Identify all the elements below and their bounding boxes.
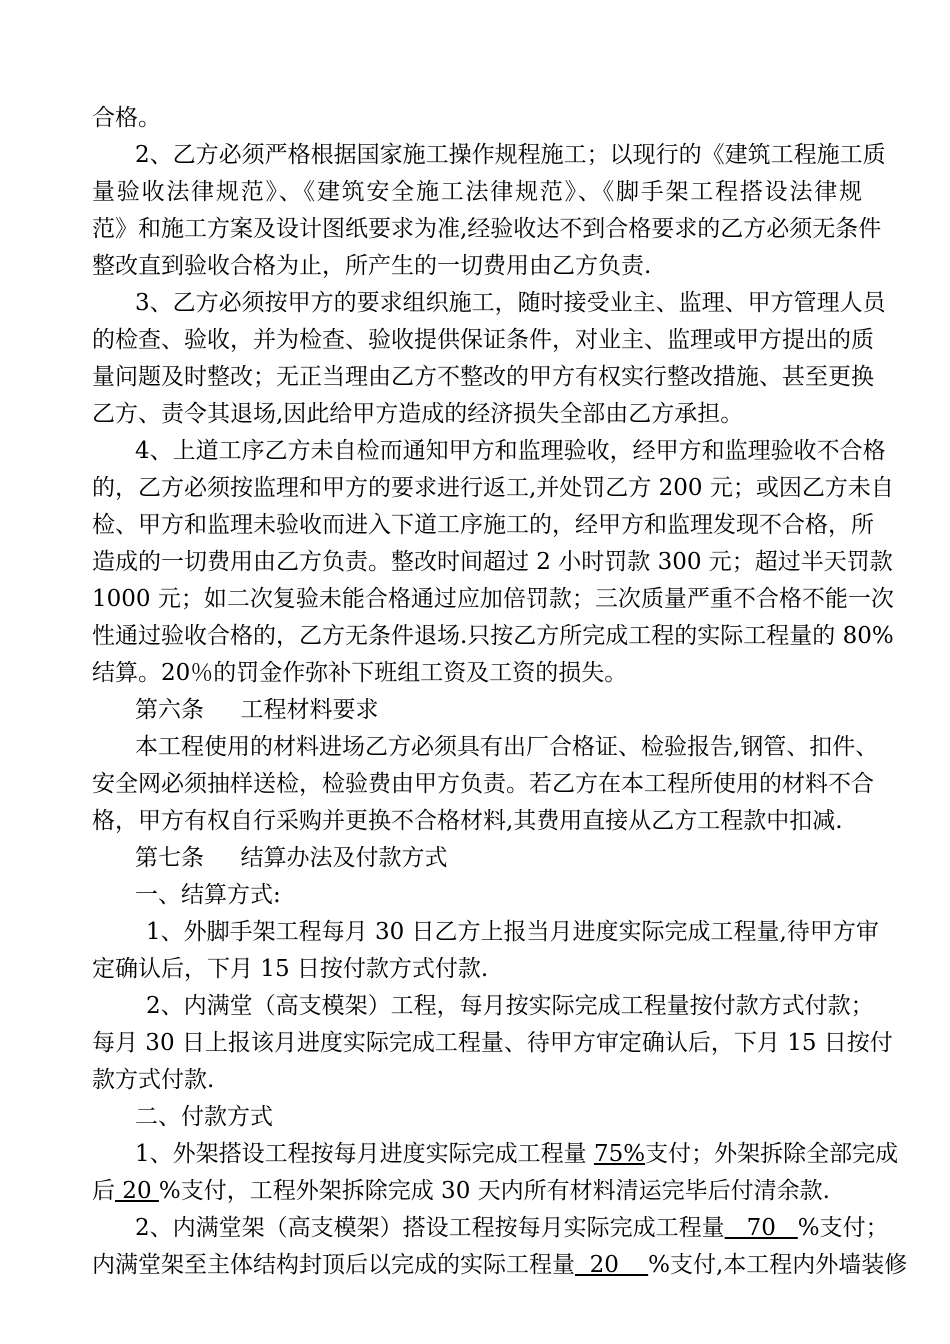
text-span: %支付,本工程内外墙装修 (648, 1252, 908, 1278)
text-span: 1、外架搭设工程按每月进度实际完成工程量 (135, 1141, 594, 1167)
filled-blank: 20 (115, 1178, 159, 1204)
filled-blank: 70 (724, 1215, 798, 1241)
text-line: 造成的一切费用由乙方负责。整改时间超过 2 小时罚款 300 元；超过半天罚款 (92, 549, 893, 575)
text-line: 2、内满堂（高支模架）工程，每月按实际完成工程量按付款方式付款； (146, 993, 874, 1019)
text-line: 本工程使用的材料进场乙方必须具有出厂合格证、检验报告,钢管、扣件、 (135, 734, 879, 760)
filled-blank: 20 (575, 1252, 649, 1278)
payment-line (135, 1139, 899, 1169)
section-heading: 第六条 工程材料要求 (135, 697, 379, 723)
filled-blank: 75% (593, 1141, 646, 1167)
payment-line (135, 1213, 889, 1243)
text-span: %支付； (797, 1215, 889, 1241)
subsection-heading: 一、结算方式: (135, 882, 281, 908)
text-span: 后 (92, 1178, 115, 1204)
text-line: 性通过验收合格的，乙方无条件退场.只按乙方所完成工程的实际工程量的 80% (92, 623, 894, 649)
text-line: 结算。20％的罚金作弥补下班组工资及工资的损失。 (92, 660, 628, 686)
text-span: 2、内满堂架（高支模架）搭设工程按每月实际完成工程量 (135, 1215, 725, 1241)
text-line: 4、上道工序乙方未自检而通知甲方和监理验收，经甲方和监理验收不合格 (135, 438, 886, 464)
text-line: 格，甲方有权自行采购并更换不合格材料,其费用直接从乙方工程款中扣减. (92, 808, 843, 834)
text-line: 的检查、验收，并为检查、验收提供保证条件，对业主、监理或甲方提出的质 (92, 327, 874, 353)
text-line: 1、外脚手架工程每月 30 日乙方上报当月进度实际完成工程量,待甲方审 (146, 919, 879, 945)
text-line: 定确认后，下月 15 日按付款方式付款. (92, 956, 489, 982)
text-line: 量问题及时整改；无正当理由乙方不整改的甲方有权实行整改措施、甚至更换 (92, 364, 874, 390)
text-line: 的，乙方必须按监理和甲方的要求进行返工,并处罚乙方 200 元；或因乙方未自 (92, 475, 894, 501)
text-line: 合格。 (92, 105, 161, 131)
payment-line (92, 1250, 908, 1280)
text-line: 乙方、责令其退场,因此给甲方造成的经济损失全部由乙方承担。 (92, 401, 744, 427)
payment-line (92, 1176, 862, 1206)
subsection-heading: 二、付款方式 (135, 1104, 273, 1130)
text-line: 款方式付款. (92, 1067, 215, 1093)
text-line: 1000 元；如二次复验未能合格通过应加倍罚款；三次质量严重不合格不能一次 (92, 586, 894, 612)
text-line: 3、乙方必须按甲方的要求组织施工，随时接受业主、监理、甲方管理人员 (135, 290, 886, 316)
text-span: %支付，工程外架拆除完成 30 天内所有材料清运完毕后付清余款. (158, 1178, 830, 1204)
text-line: 每月 30 日上报该月进度实际完成工程量、待甲方审定确认后，下月 15 日按付 (92, 1030, 893, 1056)
text-line: 检、甲方和监理未验收而进入下道工序施工的，经甲方和监理发现不合格，所 (92, 512, 874, 538)
text-line: 量验收法律规范》、《建筑安全施工法律规范》、《脚手架工程搭设法律规 (92, 179, 862, 205)
text-line: 范》和施工方案及设计图纸要求为准,经验收达不到合格要求的乙方必须无条件 (92, 216, 882, 242)
text-line: 安全网必须抽样送检，检验费由甲方负责。若乙方在本工程所使用的材料不合 (92, 771, 874, 797)
text-line: 2、乙方必须严格根据国家施工操作规程施工；以现行的《建筑工程施工质 (135, 142, 886, 168)
text-span: 内满堂架至主体结构封顶后以完成的实际工程量 (92, 1252, 575, 1278)
text-line: 整改直到验收合格为止，所产生的一切费用由乙方负责. (92, 253, 652, 279)
section-heading: 第七条 结算办法及付款方式 (135, 845, 448, 871)
text-span: 支付；外架拆除全部完成 (645, 1141, 899, 1167)
